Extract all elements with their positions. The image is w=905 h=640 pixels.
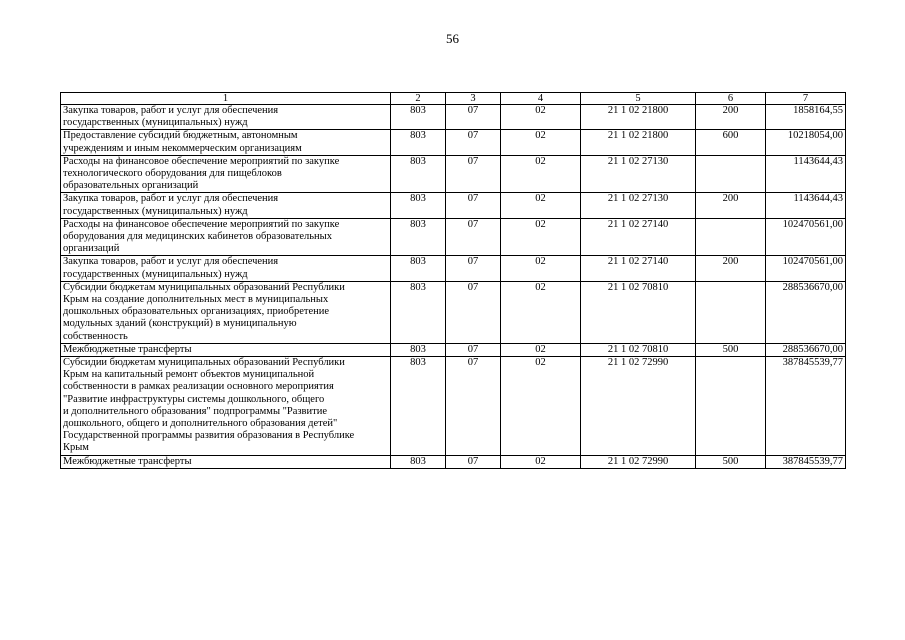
cell-sum: 387845539,77 (766, 357, 846, 456)
header-cell: 6 (696, 93, 766, 105)
cell-pr: 02 (501, 343, 581, 356)
cell-vr (696, 281, 766, 343)
cell-pr: 02 (501, 130, 581, 155)
cell-sum: 1143644,43 (766, 193, 846, 218)
row-description (61, 130, 391, 155)
table-body (61, 105, 846, 469)
cell-csr: 21 1 02 21800 (581, 130, 696, 155)
header-cell: 5 (581, 93, 696, 105)
description-line: Закупка товаров, работ и услуг для обеспечения (63, 256, 279, 268)
cell-rz: 07 (446, 256, 501, 281)
description-line: собственность (63, 330, 128, 342)
cell-sum: 102470561,00 (766, 256, 846, 281)
row-description (61, 105, 391, 130)
cell-vr: 200 (696, 193, 766, 218)
table-row (61, 130, 846, 155)
description-line: Закупка товаров, работ и услуг для обеспечения (63, 193, 279, 205)
cell-vr (696, 357, 766, 456)
cell-sum: 288536670,00 (766, 281, 846, 343)
cell-csr: 21 1 02 70810 (581, 343, 696, 356)
cell-vr (696, 218, 766, 256)
cell-vr: 200 (696, 256, 766, 281)
cell-rz: 07 (446, 343, 501, 356)
cell-pr: 02 (501, 455, 581, 468)
cell-csr: 21 1 02 21800 (581, 105, 696, 130)
row-description (61, 155, 391, 193)
cell-rz: 07 (446, 130, 501, 155)
description-line: Субсидии бюджетам муниципальных образований Республики (63, 281, 345, 293)
description-line: оборудования для медицинских кабинетов образовательных (63, 231, 332, 243)
header-cell: 7 (766, 93, 846, 105)
description-line: Крым (63, 442, 89, 454)
cell-csr: 21 1 02 27130 (581, 155, 696, 193)
table-row (61, 455, 846, 468)
header-row (61, 93, 846, 105)
cell-gr: 803 (391, 130, 446, 155)
cell-sum: 1858164,55 (766, 105, 846, 130)
table-row (61, 357, 846, 456)
cell-csr: 21 1 02 27140 (581, 218, 696, 256)
description-line: государственных (муниципальных) нужд (63, 205, 248, 217)
cell-sum: 10218054,00 (766, 130, 846, 155)
description-line: Крым на создание дополнительных мест в муниципальных (63, 294, 329, 306)
row-description (61, 357, 391, 456)
cell-rz: 07 (446, 455, 501, 468)
table-row (61, 193, 846, 218)
row-description (61, 193, 391, 218)
cell-sum: 1143644,43 (766, 155, 846, 193)
cell-gr: 803 (391, 281, 446, 343)
table-row (61, 105, 846, 130)
cell-gr: 803 (391, 455, 446, 468)
cell-rz: 07 (446, 281, 501, 343)
cell-vr: 200 (696, 105, 766, 130)
header-cell: 4 (501, 93, 581, 105)
cell-vr (696, 155, 766, 193)
description-line: технологического оборудования для пищеблоков (63, 168, 282, 180)
cell-csr: 21 1 02 27130 (581, 193, 696, 218)
cell-gr: 803 (391, 343, 446, 356)
cell-csr: 21 1 02 72990 (581, 455, 696, 468)
budget-table (60, 92, 846, 469)
description-line: государственных (муниципальных) нужд (63, 117, 248, 129)
header-cell: 3 (446, 93, 501, 105)
description-line: модульных зданий (конструкций) в муниципальную (63, 318, 297, 330)
row-description (61, 343, 391, 356)
cell-pr: 02 (501, 155, 581, 193)
cell-sum: 387845539,77 (766, 455, 846, 468)
cell-vr: 500 (696, 343, 766, 356)
cell-rz: 07 (446, 357, 501, 456)
cell-rz: 07 (446, 105, 501, 130)
cell-gr: 803 (391, 193, 446, 218)
table-row (61, 256, 846, 281)
description-line: дошкольных образовательных организациях, приобретение (63, 306, 330, 318)
description-line: Расходы на финансовое обеспечение мероприятий по закупке (63, 155, 340, 167)
description-line: Субсидии бюджетам муниципальных образований Республики (63, 357, 345, 369)
description-line: Предоставление субсидий бюджетным, автономным (63, 130, 298, 142)
cell-csr: 21 1 02 72990 (581, 357, 696, 456)
table-row (61, 281, 846, 343)
cell-gr: 803 (391, 256, 446, 281)
cell-rz: 07 (446, 218, 501, 256)
table-row (61, 343, 846, 356)
row-description (61, 281, 391, 343)
description-line: и дополнительного образования" подпрограммы "Развитие (63, 405, 328, 417)
cell-vr: 600 (696, 130, 766, 155)
table-row (61, 218, 846, 256)
description-line: Расходы на финансовое обеспечение мероприятий по закупке (63, 218, 340, 230)
cell-rz: 07 (446, 193, 501, 218)
cell-csr: 21 1 02 27140 (581, 256, 696, 281)
description-line: Межбюджетные трансферты (63, 343, 192, 355)
page-number: 56 (446, 31, 459, 46)
header-cell: 1 (61, 93, 391, 105)
cell-gr: 803 (391, 218, 446, 256)
row-description (61, 218, 391, 256)
cell-csr: 21 1 02 70810 (581, 281, 696, 343)
cell-rz: 07 (446, 155, 501, 193)
description-line: Межбюджетные трансферты (63, 455, 192, 467)
row-description (61, 455, 391, 468)
row-description (61, 256, 391, 281)
cell-pr: 02 (501, 281, 581, 343)
description-line: собственности в рамках реализации основного мероприятия (63, 381, 334, 393)
cell-gr: 803 (391, 357, 446, 456)
description-line: "Развитие инфраструктуры системы дошкольного, общего (63, 393, 325, 405)
table-row (61, 155, 846, 193)
cell-pr: 02 (501, 105, 581, 130)
cell-pr: 02 (501, 218, 581, 256)
description-line: государственных (муниципальных) нужд (63, 268, 248, 280)
description-line: организаций (63, 243, 120, 255)
header-cell: 2 (391, 93, 446, 105)
cell-pr: 02 (501, 256, 581, 281)
cell-gr: 803 (391, 105, 446, 130)
description-line: образовательных организаций (63, 180, 199, 192)
cell-pr: 02 (501, 193, 581, 218)
description-line: Государственной программы развития образования в Республике (63, 430, 355, 442)
description-line: Закупка товаров, работ и услуг для обеспечения (63, 105, 279, 116)
description-line: Крым на капитальный ремонт объектов муниципальной (63, 369, 315, 381)
cell-sum: 288536670,00 (766, 343, 846, 356)
cell-vr: 500 (696, 455, 766, 468)
cell-sum: 102470561,00 (766, 218, 846, 256)
description-line: учреждениям и иным некоммерческим организациям (63, 142, 302, 154)
description-line: дошкольного, общего и дополнительного образования детей" (63, 418, 338, 430)
cell-gr: 803 (391, 155, 446, 193)
cell-pr: 02 (501, 357, 581, 456)
